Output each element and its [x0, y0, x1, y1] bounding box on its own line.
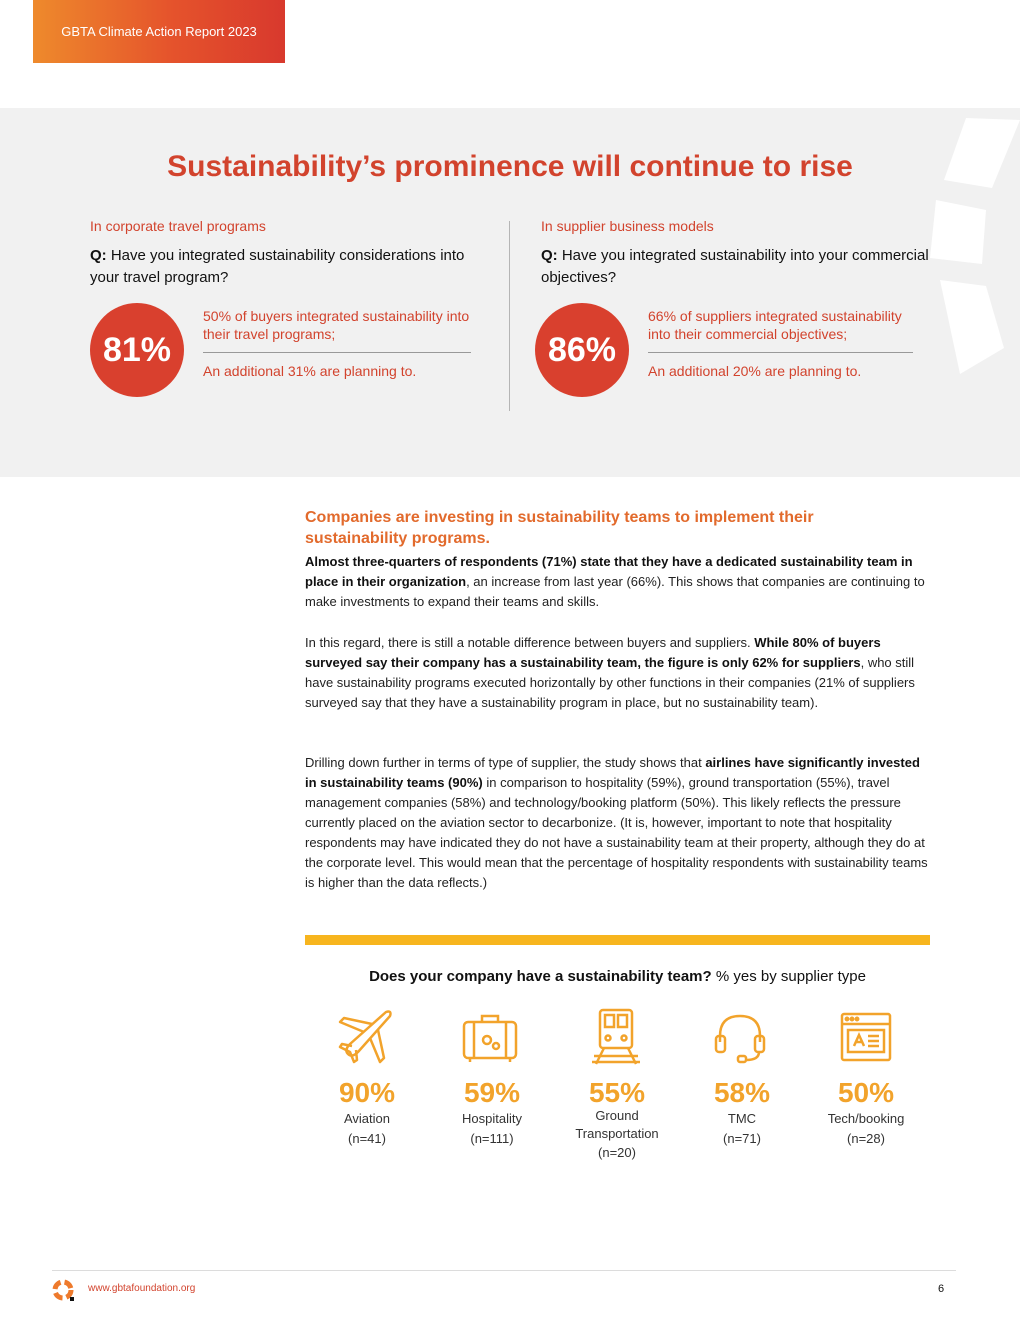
left-percent: 81% [102, 330, 172, 369]
left-stat-divider [203, 352, 471, 353]
tech-booking-label: Tech/booking [827, 1111, 905, 1126]
paragraph-1: Almost three-quarters of respondents (71%) state that they have a dedicated sustainability team in place in their organization, an increase from last year (66%). This shows that companies are continuing to make investments to expand their teams and skills. [305, 554, 925, 609]
right-percent: 86% [547, 330, 617, 369]
hospitality-label: Hospitality [462, 1111, 522, 1126]
column-divider [509, 221, 510, 411]
right-question: Q: Have you integrated sustainability into your commercial objectives? [541, 247, 929, 286]
section-divider-bar [305, 935, 930, 945]
footer-divider [52, 1270, 956, 1271]
tmc-sample-size: (n=71) [723, 1131, 761, 1146]
footer-url-link[interactable]: www.gbtafoundation.org [88, 1283, 196, 1294]
right-stat-1: 66% of suppliers integrated sustainability into their commercial objectives; [648, 308, 902, 342]
headset-icon [710, 1008, 770, 1068]
page-number: 6 [938, 1283, 945, 1295]
browser-booking-icon [836, 1008, 896, 1068]
right-stat-2: An additional 20% are planning to. [648, 363, 862, 379]
hospitality-sample-size: (n=111) [470, 1131, 514, 1146]
left-percent-circle [90, 303, 184, 397]
hospitality-value: 59% [463, 1077, 521, 1108]
ground-transportation-sample-size: (n=20) [598, 1145, 636, 1160]
hero-title: Sustainability’s prominence will continue to rise [167, 150, 853, 183]
left-column-heading: In corporate travel programs [90, 218, 266, 234]
report-header-tag: GBTA Climate Action Report 2023 [33, 0, 285, 63]
right-stat-divider [648, 352, 913, 353]
ground-transportation-label: Ground Transportation [575, 1108, 659, 1141]
paragraph-3: Drilling down further in terms of type of supplier, the study shows that airlines have significantly invested in sustainability teams (90%) in comparison to hospitality (59%), ground transportation (55%), travel management companies (58%) and technology/booking platform (50%). This likely reflects the pressure currently placed on the aviation sector to decarbonize. (It is, however, important to note that hospitality respondents may have indicated they do not have a sustainability team at their property, although they do at the corporate level. This would mean that the percentage of hospitality respondents with sustainability teams is higher than the data reflects.) [305, 755, 928, 890]
tmc-value: 58% [713, 1077, 771, 1108]
suitcase-icon [460, 1008, 520, 1068]
paragraph-2: In this regard, there is still a notable difference between buyers and suppliers. While 80% of buyers surveyed say their company has a sustainability team, the figure is only 62% for suppliers, who still have sustainability programs executed horizontally by other functions in their companies (21% of suppliers surveyed say that they have a sustainability program in place, but no sustainability team). [305, 635, 915, 710]
tmc-label: TMC [727, 1111, 757, 1126]
aviation-sample-size: (n=41) [348, 1131, 386, 1146]
right-column-heading: In supplier business models [541, 218, 714, 234]
ground-transportation-value: 55% [588, 1077, 646, 1108]
chart-title: Does your company have a sustainability team? % yes by supplier type [369, 968, 866, 985]
aviation-label: Aviation [343, 1111, 390, 1126]
right-percent-circle [535, 303, 629, 397]
airplane-icon [336, 1006, 396, 1066]
section-heading: Companies are investing in sustainability teams to implement their sustainability programs. [305, 509, 814, 547]
tech-booking-value: 50% [837, 1077, 895, 1108]
tech-booking-sample-size: (n=28) [847, 1131, 885, 1146]
gbta-logo-icon [52, 1279, 74, 1301]
left-stat-1: 50% of buyers integrated sustainability into their travel programs; [203, 308, 470, 342]
train-icon [586, 1006, 646, 1066]
left-question: Q: Have you integrated sustainability considerations into your travel program? [90, 247, 465, 286]
left-stat-2: An additional 31% are planning to. [203, 363, 417, 379]
aviation-value: 90% [338, 1077, 396, 1108]
